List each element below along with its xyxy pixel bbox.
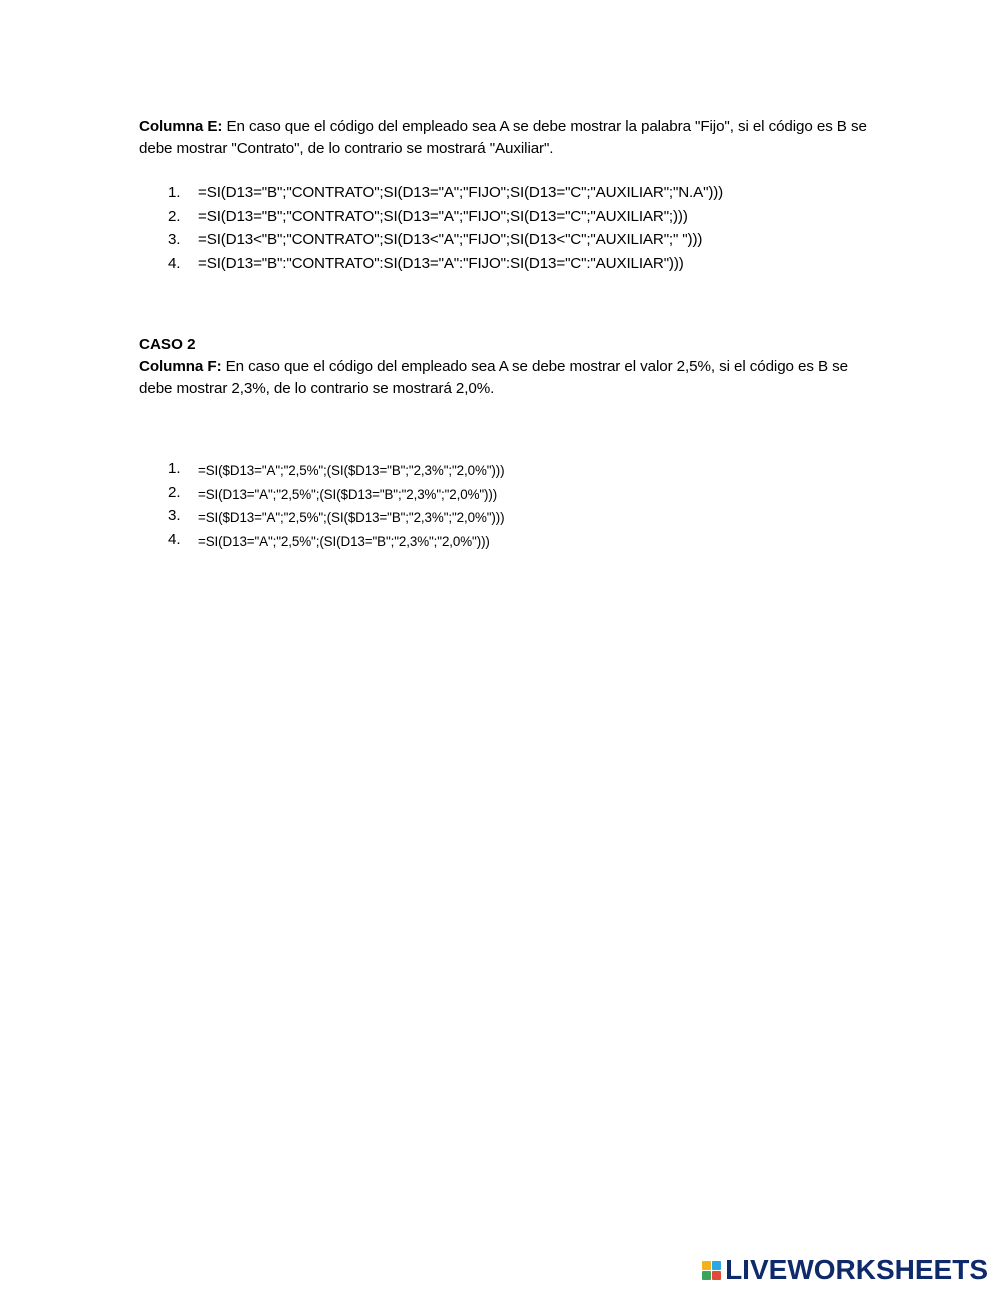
list-item: [139, 506, 505, 530]
list-item: [139, 459, 505, 483]
brand-tile: [712, 1261, 721, 1270]
columna-f-text: En caso que el código del empleado sea A se debe mostrar el valor 2,5%, si el código es B se debe mostrar 2,3%, de lo contrario se mostrará 2,0%.: [139, 358, 848, 397]
brand-tile: [702, 1271, 711, 1280]
liveworksheets-logo: [702, 1255, 988, 1285]
option-formula: =SI(D13="B";"CONTRATO";SI(D13="A";"FIJO";SI(D13="C";"AUXILIAR";"N.A"))): [198, 184, 724, 201]
option-number: 1.: [168, 460, 181, 477]
columna-f-options: [139, 459, 505, 554]
list-item: [139, 483, 505, 507]
option-formula: =SI(D13="A";"2,5%";(SI($D13="B";"2,3%";"2,0%"))): [198, 486, 498, 502]
brand-tile: [702, 1261, 711, 1270]
option-number: 2.: [168, 483, 181, 501]
list-item: [139, 252, 723, 276]
option-formula: =SI(D13="A";"2,5%";(SI(D13="B";"2,3%";"2,0%"))): [198, 534, 490, 550]
option-number: 3.: [168, 507, 181, 525]
columna-e-options: [139, 181, 723, 276]
option-number: 3.: [168, 231, 181, 249]
liveworksheets-mark-icon: [702, 1261, 721, 1280]
list-item: [139, 228, 723, 252]
option-formula: =SI(D13="B":"CONTRATO":SI(D13="A":"FIJO":SI(D13="C":"AUXILIAR"))): [198, 255, 684, 273]
list-item: [139, 530, 505, 554]
columna-f-label: Columna F:: [139, 358, 222, 375]
option-formula: =SI(D13="B";"CONTRATO";SI(D13="A";"FIJO";SI(D13="C";"AUXILIAR";))): [198, 207, 688, 225]
columna-e-label: Columna E:: [139, 118, 223, 135]
caso-2-title: CASO 2: [139, 336, 196, 353]
option-formula: =SI($D13="A";"2,5%";(SI($D13="B";"2,3%";"2,0%"))): [198, 463, 505, 478]
option-number: 2.: [168, 207, 181, 225]
option-formula: =SI(D13<"B";"CONTRATO";SI(D13<"A";"FIJO";SI(D13<"C";"AUXILIAR";" "))): [198, 231, 703, 249]
columna-f-instructions: [139, 356, 869, 400]
liveworksheets-wordmark: LIVEWORKSHEETS: [725, 1254, 988, 1285]
option-formula: =SI($D13="A";"2,5%";(SI($D13="B";"2,3%";"2,0%"))): [198, 510, 505, 526]
brand-tile: [712, 1271, 721, 1280]
columna-e-instructions: [139, 116, 869, 160]
list-item: [139, 205, 723, 229]
columna-e-text: En caso que el código del empleado sea A se debe mostrar la palabra "Fijo", si el código es B se debe mostrar "Contrato", de lo contrario se mostrará "Auxiliar".: [139, 118, 867, 157]
list-item: [139, 181, 723, 205]
option-number: 4.: [168, 255, 181, 273]
option-number: 4.: [168, 531, 181, 549]
option-number: 1.: [168, 184, 181, 201]
